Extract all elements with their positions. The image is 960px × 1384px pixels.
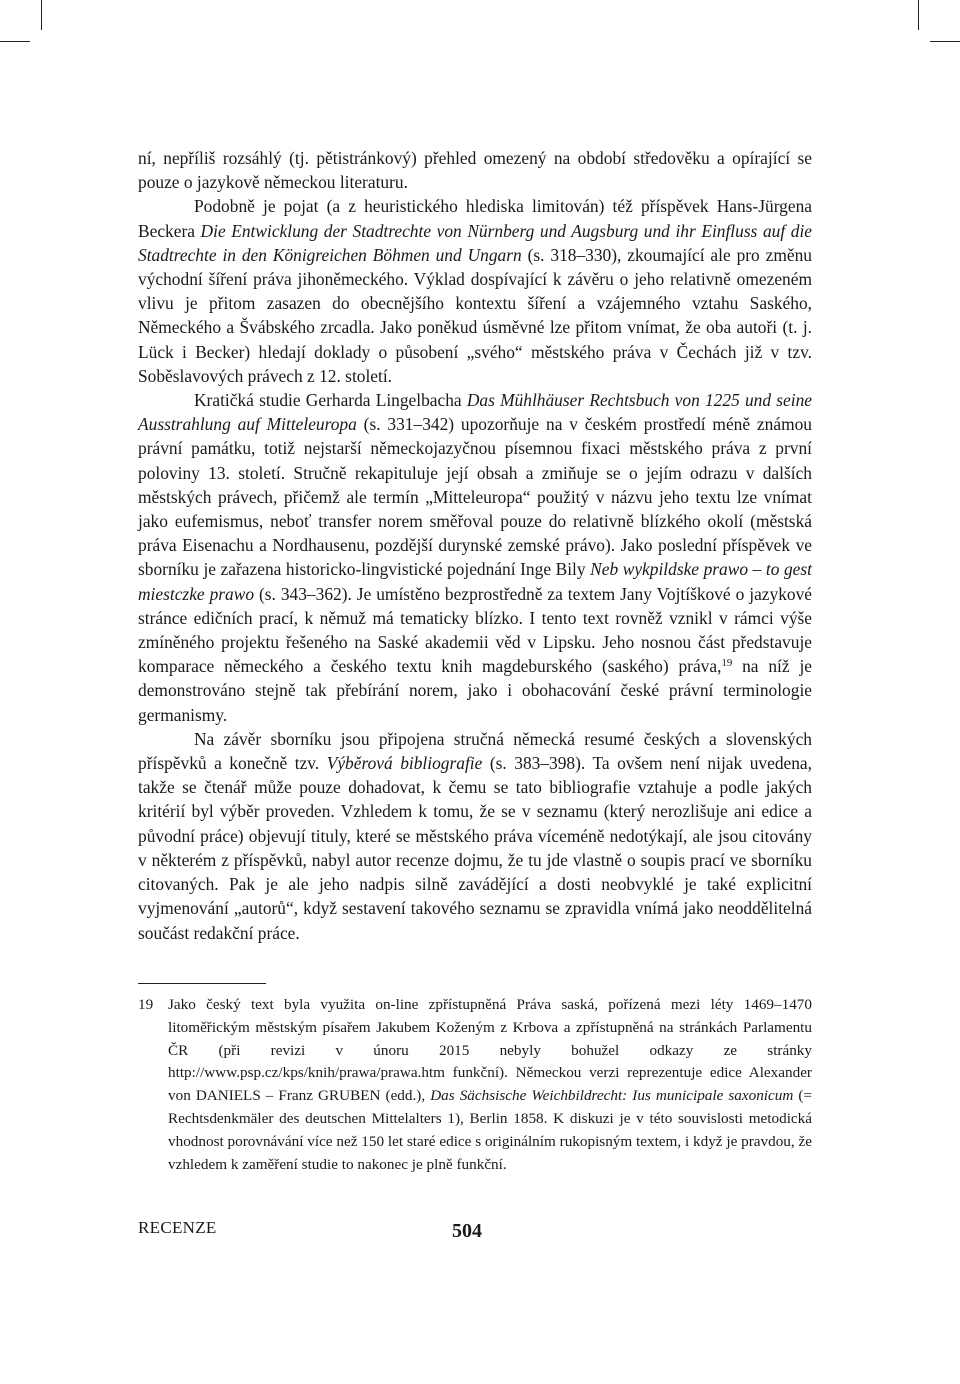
- text-run: na níž je demonstrováno stejně tak přebírání norem, jako i obohacování české právní terminologie germanismy.: [138, 656, 812, 725]
- text-run: (s. 331–342) upozorňuje na v českém prostředí méně známou právní památku, totiž nejstarší německojazyčnou písemnou fixaci městského práva z první poloviny 13. století. Stručně rekapituluje její obsah a zmiňuje se o jejím odrazu v dalších městských právech, přičemž ale termín „Mitteleuropa“ použitý v názvu jeho textu lze vnímat jako eufemismus, neboť transfer norem směřoval pouze do relativně blízkého okolí (městská práva Eisenachu a Nordhausenu, pozdější durynské zemské právo). Jako poslední příspěvek ve sborníku je zařazena historicko-lingvistické pojednání Inge Bily: [138, 414, 812, 580]
- crop-mark: [918, 0, 919, 30]
- text-run: Podobně je pojat (a z heuristického hlediska limitován) též příspěvek Hans-Jürgena Beckera: [138, 196, 812, 241]
- body-text: [138, 146, 812, 945]
- text-run: (s. 383–398). Ta ovšem není nijak uvedena, takže se čtenář může pouze dohadovat, k čemu se tato bibliografie vztahuje a podle jakých kritérií byl výběr proveden. Vzhledem k tomu, že se v seznamu (který nerozlišuje ani edice a původní práce) objevují tituly, které se městského práva víceméně nedotýkají, ale jsou citovány v některém z příspěvků, nabyl autor recenze dojmu, že tu jde vlastně o soupis prací ve sborníku citovaných. Pak je ale jeho nadpis silně zavádějící a dosti neobvyklé je také explicitní vyjmenování „autorů“, když sestavení takového seznamu se zpravidla vnímá jako neoddělitelná součást redakční práce.: [138, 753, 812, 943]
- italic-title: Výběrová bibliografie: [326, 753, 483, 774]
- italic-title: Das Sächsische Weichbildrecht: Ius municipale saxonicum: [430, 1087, 794, 1105]
- crop-mark: [930, 41, 960, 42]
- text-run: (s. 318–330), zkoumající ale pro změnu východní šíření práva jihoněmeckého. Výklad dospívající k závěru o jeho relativně omezeném vlivu je přitom zasazen do obecnějšího kontextu šíření a vzájemného vztahu Saského, Německého a Švábského zrcadla. Jako poněkud úsměvné lze přitom vnímat, že oba autoři (t. j. Lück i Becker) hledají doklady o působení „svého“ městského práva v Čechách již v tzv. Soběslavových právech z 12. století.: [138, 244, 812, 386]
- italic-title: Neb wykpildske prawo – to gest miestczke prawo: [138, 559, 812, 604]
- text-run: Kratičká studie Gerharda Lingelbacha: [194, 390, 467, 411]
- page-number: 504: [452, 1220, 482, 1242]
- footnote-number: 19: [138, 996, 154, 1013]
- italic-title: Die Entwicklung der Stadtrechte von Nürnberg und Augsburg und ihr Einfluss auf die Stadtrechte in den Königreichen Böhmen und Ungarn: [138, 220, 812, 265]
- text-run: (s. 343–362). Je umístěno bezprostředně za textem Jany Vojtíškové o jazykové stránce edičních prací, k němuž má tematicky blízko. I tento text rovněž vznikl v rámci výše zmíněného projektu řešeného na Saské akademii věd v Lipsku. Jeho nosnou část představuje komparace německého a českého textu knih magdeburského (saského) práva,: [138, 583, 813, 677]
- footnote: [138, 994, 812, 1176]
- text-run: Jako český text byla využita on-line zpřístupněná Práva saská, pořízená mezi léty 1469–1470 litoměřickým městským písařem Jakubem Koženým z Krbova a zpřístupněná na stránkách Parlamentu ČR (při revizi v únoru 2015 nebyly bohužel odkazy ze stránky http://www.psp.cz/kps/knih/prawa/prawa.htm funkční). Německou verzi reprezentuje edice Alexander von DANIELS – Franz GRUBEN (edd.),: [168, 996, 812, 1105]
- running-foot: RECENZE: [138, 1218, 217, 1237]
- paragraph: [138, 727, 812, 945]
- crop-mark: [41, 0, 42, 30]
- paragraph: [138, 388, 812, 727]
- text-run: (= Rechtsdenkmäler des deutschen Mittelalters 1), Berlin 1858. K diskuzi je v této souvislosti metodická vhodnost porovnávání více než 150 let staré edice s originálním rukopisným textem, i když je pravdou, že vzhledem k zaměření studie to nakonec je plně funkční.: [168, 1087, 812, 1173]
- crop-mark: [0, 41, 30, 42]
- paragraph: [138, 194, 812, 388]
- italic-title: Das Mühlhäuser Rechtsbuch von 1225 und seine Ausstrahlung auf Mitteleuropa: [138, 390, 812, 435]
- footnote-ref: 19: [721, 657, 733, 670]
- paragraph: [138, 146, 812, 194]
- footnote-text: [168, 994, 812, 1176]
- footnote-rule: [138, 983, 266, 984]
- text-run: Na závěr sborníku jsou připojena stručná německá resumé českých a slovenských příspěvků a konečně tzv.: [138, 728, 812, 774]
- text-run: ní, nepříliš rozsáhlý (tj. pětistránkový) přehled omezený na období středověku a opírající se pouze o jazykově německou literaturu.: [138, 148, 812, 193]
